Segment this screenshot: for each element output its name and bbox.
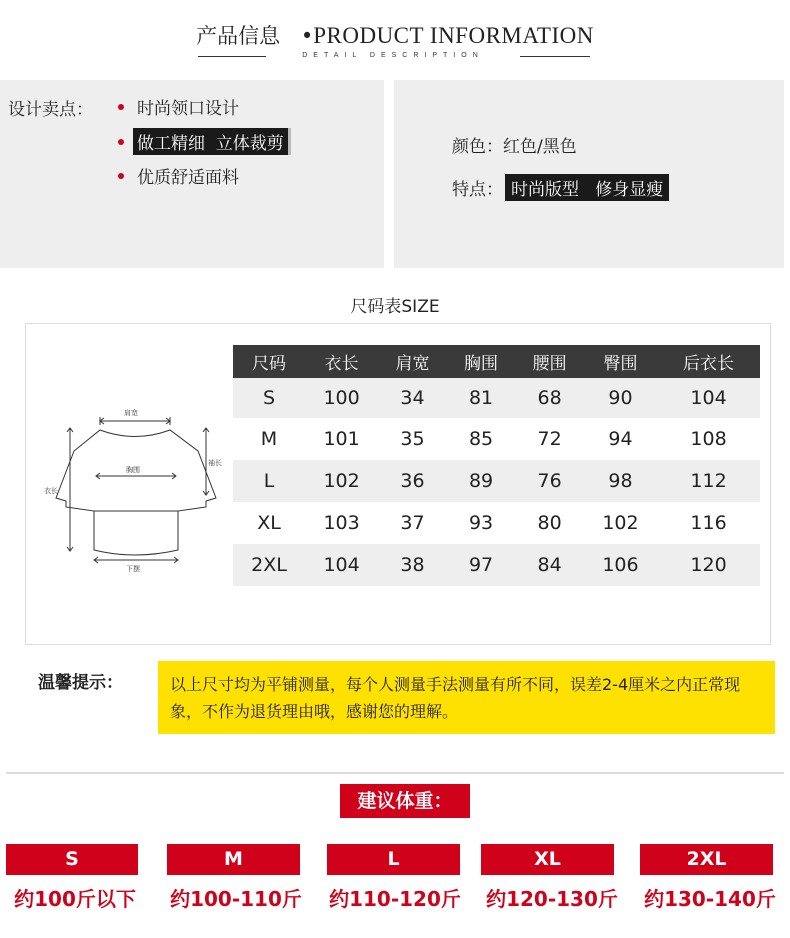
section-header	[0, 18, 790, 68]
table-cell: 2XL	[233, 544, 305, 586]
table-cell: 100	[305, 378, 378, 418]
header-bullet: •	[300, 24, 314, 48]
size-table-header: 后衣长	[657, 345, 760, 378]
selling-point-text: 时尚领口设计	[137, 99, 239, 119]
selling-point-item	[118, 163, 239, 188]
table-cell: 102	[602, 512, 639, 534]
weight-range: 约100-110斤	[170, 887, 302, 911]
tip-box: 以上尺寸均为平铺测量，每个人测量手法测量有所不同，误差2-4厘米之内正常现象，不作为退货理由哦，感谢您的理解。	[158, 661, 775, 734]
garment-outline-icon	[38, 403, 234, 578]
table-cell: L	[233, 460, 305, 502]
table-cell: 34	[378, 378, 447, 418]
table-cell: 72	[537, 428, 562, 450]
weight-size-tag: L	[327, 844, 460, 875]
table-cell: 116	[690, 512, 727, 534]
table-cell: 38	[378, 544, 447, 586]
table-cell: XL	[257, 512, 281, 534]
size-table	[233, 345, 760, 586]
weight-size-tag: M	[167, 844, 300, 875]
table-cell: 35	[400, 428, 425, 450]
table-cell: 94	[608, 428, 633, 450]
selling-point-text: 优质舒适面料	[137, 168, 239, 188]
table-cell: 104	[657, 378, 760, 418]
table-cell: 102	[305, 460, 378, 502]
header-title-cn: 产品信息	[196, 24, 281, 48]
diagram-label-hem: 下摆	[126, 565, 140, 573]
header-rule-right	[520, 56, 590, 57]
table-cell: 84	[515, 544, 584, 586]
table-cell: 80	[537, 512, 562, 534]
table-cell: 89	[447, 460, 516, 502]
size-table-header-row	[233, 345, 760, 378]
weight-size-tag: XL	[481, 844, 614, 875]
garment-diagram	[38, 403, 234, 578]
size-chart-title: 尺码表SIZE	[350, 297, 440, 317]
feature-line	[452, 174, 669, 201]
table-cell: 36	[378, 460, 447, 502]
attributes-panel	[394, 80, 784, 268]
table-row	[233, 502, 760, 544]
selling-points-panel	[0, 80, 384, 268]
size-table-header: 肩宽	[378, 345, 447, 378]
table-cell: 103	[323, 512, 360, 534]
table-cell: 98	[584, 460, 657, 502]
table-cell: 68	[515, 378, 584, 418]
table-cell: 97	[447, 544, 516, 586]
weight-range: 约120-130斤	[486, 887, 618, 911]
table-row	[233, 378, 760, 418]
table-row	[233, 544, 760, 586]
feature-value: 时尚版型 修身显瘦	[505, 174, 669, 201]
table-cell: 81	[447, 378, 516, 418]
size-table-header: 腰围	[515, 345, 584, 378]
weight-size-tag: S	[6, 844, 138, 875]
table-cell: 108	[690, 428, 727, 450]
header-rule-left	[198, 56, 266, 57]
bullet-dot-icon	[118, 173, 124, 179]
weight-title: 建议体重：	[340, 784, 470, 818]
weight-range: 约110-120斤	[329, 887, 461, 911]
color-value: 红色/黑色	[503, 137, 577, 157]
table-cell: S	[233, 378, 305, 418]
table-cell: 106	[584, 544, 657, 586]
weight-size-tag: 2XL	[640, 844, 773, 875]
header-subtitle: DETAIL DESCRIPTION	[302, 52, 484, 59]
size-table-header: 胸围	[447, 345, 516, 378]
selling-point-text: 做工精细 立体裁剪	[133, 128, 291, 155]
color-label: 颜色：	[452, 137, 503, 157]
diagram-label-sleeve: 袖长	[208, 459, 222, 467]
size-table-header: 尺码	[233, 345, 305, 378]
table-cell: 76	[515, 460, 584, 502]
selling-points-label: 设计卖点：	[8, 100, 93, 120]
section-divider	[6, 772, 784, 774]
table-row	[233, 460, 760, 502]
bullet-dot-icon	[118, 139, 124, 145]
bullet-dot-icon	[118, 104, 124, 110]
feature-label: 特点：	[452, 180, 503, 200]
table-row	[233, 418, 760, 460]
table-cell: 101	[323, 428, 360, 450]
table-cell: M	[260, 428, 278, 450]
table-cell: 112	[657, 460, 760, 502]
table-cell: 90	[584, 378, 657, 418]
table-cell: 85	[468, 428, 494, 450]
tip-label: 温馨提示：	[38, 673, 123, 693]
selling-point-item	[118, 128, 291, 155]
selling-point-item	[118, 94, 239, 119]
weight-range: 约130-140斤	[644, 887, 776, 911]
table-cell: 37	[400, 512, 425, 534]
size-table-header: 臀围	[584, 345, 657, 378]
diagram-label-length: 衣长	[44, 487, 58, 495]
table-cell: 104	[305, 544, 378, 586]
header-title	[0, 20, 790, 50]
weight-range: 约100斤以下	[14, 887, 136, 911]
header-title-en: PRODUCT INFORMATION	[313, 23, 594, 48]
diagram-label-shoulder: 肩宽	[124, 409, 138, 417]
color-line	[452, 132, 577, 157]
size-table-header: 衣长	[305, 345, 378, 378]
table-cell: 120	[657, 544, 760, 586]
table-cell: 93	[468, 512, 494, 534]
diagram-label-chest: 胸围	[126, 466, 140, 474]
